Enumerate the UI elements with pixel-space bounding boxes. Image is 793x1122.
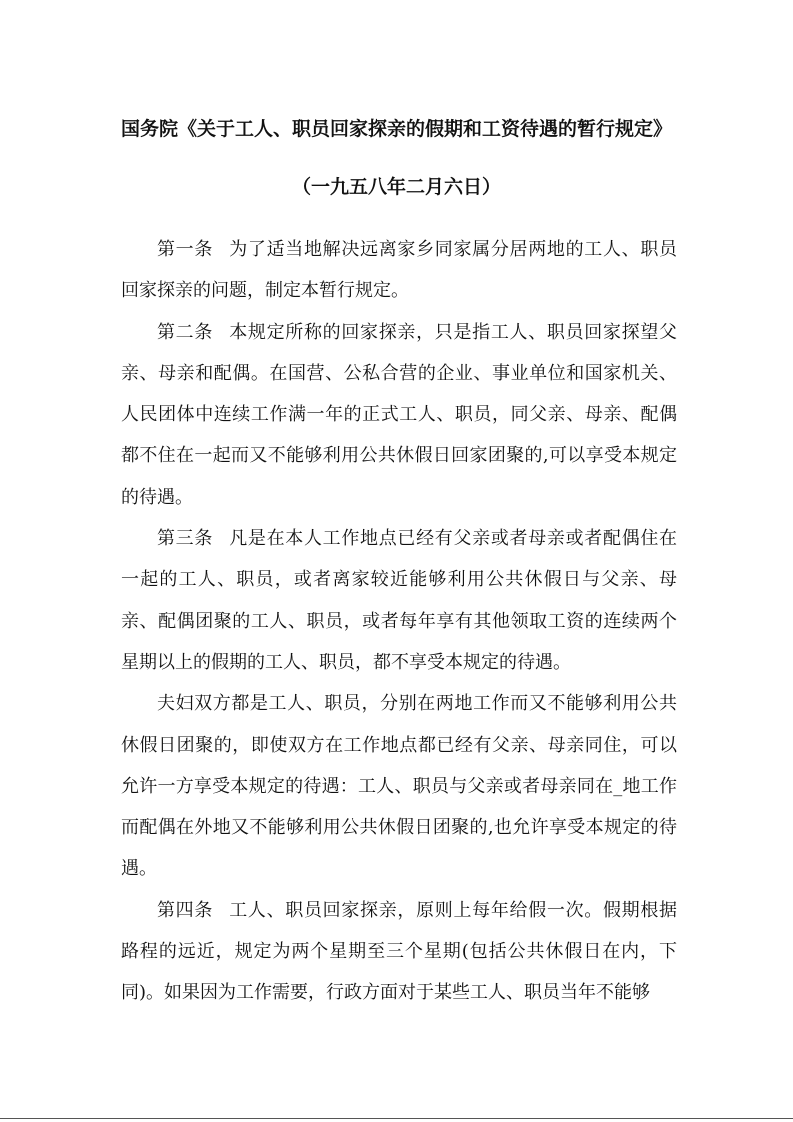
paragraph-article-2 — [121, 312, 677, 518]
article-text: 凡是在本人工作地点已经有父亲或者母亲或者配偶住在一起的工人、职员，或者离家较近能够利用公共休假日与父亲、母亲、配偶团聚的工人、职员，或者每年享有其他领取工资的连续两个星期以上的假期的工人、职员，都不享受本规定的待遇。 — [121, 528, 678, 673]
article-text: 夫妇双方都是工人、职员，分别在两地工作而又不能够利用公共休假日团聚的，即使双方在工作地点都已经有父亲、母亲同住，可以允许一方享受本规定的待遇：工人、职员与父亲或者母亲同在_地工作而配偶在外地又不能够利用公共休假日团聚的,也允许享受本规定的待遇。 — [121, 693, 677, 880]
paragraph-article-1 — [121, 229, 677, 312]
page-bottom-divider — [0, 1118, 793, 1119]
article-text: 本规定所称的回家探亲，只是指工人、职员回家探望父亲、母亲和配偶。在国营、公私合营的企业、事业单位和国家机关、人民团体中连续工作满一年的正式工人、职员，同父亲、母亲、配偶都不住在一起而又不能够利用公共休假日回家团聚的,可以享受本规定的待遇。 — [121, 321, 678, 508]
paragraph-article-3 — [121, 518, 677, 683]
article-label: 第二条 — [157, 321, 214, 343]
article-label: 第三条 — [157, 528, 214, 550]
article-label: 第一条 — [157, 239, 214, 260]
article-text: 工人、职员回家探亲，原则上每年给假一次。假期根据路程的远近，规定为两个星期至三个星期(包括公共休假日在内，下同)。如果因为工作需要，行政方面对于某些工人、职员当年不能够 — [121, 899, 678, 1004]
article-label: 第四条 — [157, 899, 214, 921]
article-text: 为了适当地解决远离家乡同家属分居两地的工人、职员回家探亲的问题，制定本暂行规定。 — [121, 239, 678, 302]
paragraph-article-3-cont — [121, 683, 677, 889]
document-body — [121, 229, 677, 1014]
paragraph-article-4 — [121, 890, 677, 1014]
document-title: 国务院《关于工人、职员回家探亲的假期和工资待遇的暂行规定》 — [120, 118, 672, 140]
document-date: （一九五八年二月六日） — [291, 176, 501, 198]
